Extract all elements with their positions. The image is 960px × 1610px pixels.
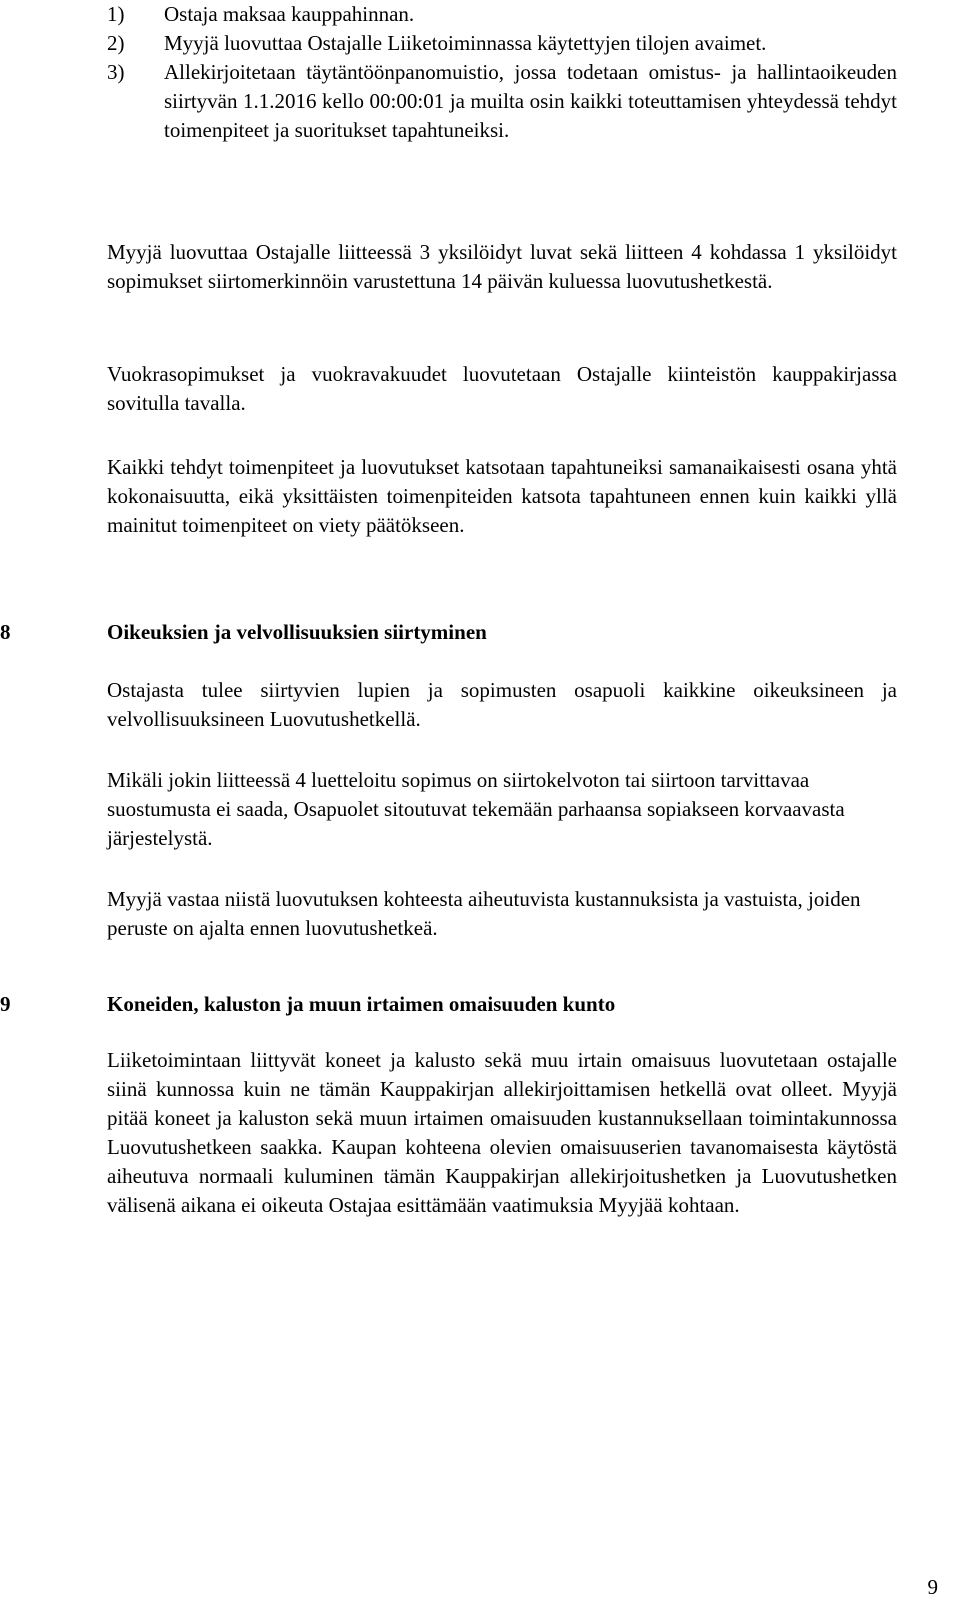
section-9-number: 9 — [0, 992, 11, 1016]
section-9-title: Koneiden, kaluston ja muun irtaimen omaisuuden kunto — [107, 992, 616, 1016]
list-item-text: Allekirjoitetaan täytäntöönpanomuistio, jossa todetaan omistus- ja hallintaoikeuden siirtyvän 1.1.2016 kello 00:00:01 ja muilta osin kaikki toteuttamisen yhteydessä tehdyt toimenpiteet ja suoritukset tapahtuneiksi. — [164, 60, 897, 142]
paragraph: Kaikki tehdyt toimenpiteet ja luovutukset katsotaan tapahtuneiksi samanaikaisesti osana yhtä kokonaisuutta, eikä yksittäisten toimenpiteiden katsota tapahtuneen ennen kuin kaikki yllä mainitut toimenpiteet on viety päätökseen. — [107, 455, 897, 537]
section-8-number: 8 — [0, 620, 11, 644]
paragraph: Myyjä vastaa niistä luovutuksen kohteesta aiheutuvista kustannuksista ja vastuista, joiden peruste on ajalta ennen luovutushetkeä. — [107, 887, 861, 940]
list-item — [107, 29, 897, 58]
list-item — [107, 58, 897, 145]
intro-paragraph-1 — [107, 238, 897, 296]
intro-paragraph-3 — [107, 453, 897, 540]
page-number: 9 — [927, 1575, 938, 1599]
paragraph: Ostajasta tulee siirtyvien lupien ja sopimusten osapuoli kaikkine oikeuksineen ja velvollisuuksineen Luovutushetkellä. — [107, 678, 897, 731]
paragraph: Vuokrasopimukset ja vuokravakuudet luovutetaan Ostajalle kiinteistön kauppakirjassa sovitulla tavalla. — [107, 362, 897, 415]
list-item-text: Ostaja maksaa kauppahinnan. — [164, 2, 415, 26]
paragraph: Myyjä luovuttaa Ostajalle liitteessä 3 yksilöidyt luvat sekä liitteen 4 kohdassa 1 yksilöidyt sopimukset siirtomerkinnöin varustettuna 14 päivän kuluessa luovutushetkestä. — [107, 240, 897, 293]
list-item — [107, 0, 897, 29]
paragraph: Mikäli jokin liitteessä 4 luetteloitu sopimus on siirtokelvoton tai siirtoon tarvittavaa suostumusta ei saada, Osapuolet sitoutuvat tekemään parhaansa sopiakseen korvaavasta järjestelystä. — [107, 768, 845, 850]
numbered-list — [107, 0, 897, 145]
section-8-title: Oikeuksien ja velvollisuuksien siirtyminen — [107, 620, 487, 644]
section-8-paragraph-3 — [107, 885, 897, 943]
section-8-paragraph-2 — [107, 766, 897, 853]
list-item-number: 3) — [107, 60, 125, 84]
paragraph: Liiketoimintaan liittyvät koneet ja kalusto sekä muu irtain omaisuus luovutetaan ostajalle siinä kunnossa kuin ne tämän Kauppakirjan allekirjoittamisen hetkellä ovat olleet. Myyjä pitää koneet ja kaluston sekä muun irtaimen omaisuuden kustannuksellaan toimintakunnossa Luovutushetkeen saakka. Kaupan kohteena olevien omaisuuserien tavanomaisesta käytöstä aiheutuva normaali kuluminen tämän Kauppakirjan allekirjoitushetken ja Luovutushetken välisenä aikana ei oikeuta Ostajaa esittämään vaatimuksia Myyjää kohtaan. — [107, 1048, 897, 1217]
section-9-paragraph-1 — [107, 1046, 897, 1220]
intro-paragraph-2 — [107, 360, 897, 418]
list-item-number: 2) — [107, 31, 125, 55]
section-8-paragraph-1 — [107, 676, 897, 734]
list-item-text: Myyjä luovuttaa Ostajalle Liiketoiminnassa käytettyjen tilojen avaimet. — [164, 31, 767, 55]
list-item-number: 1) — [107, 2, 125, 26]
